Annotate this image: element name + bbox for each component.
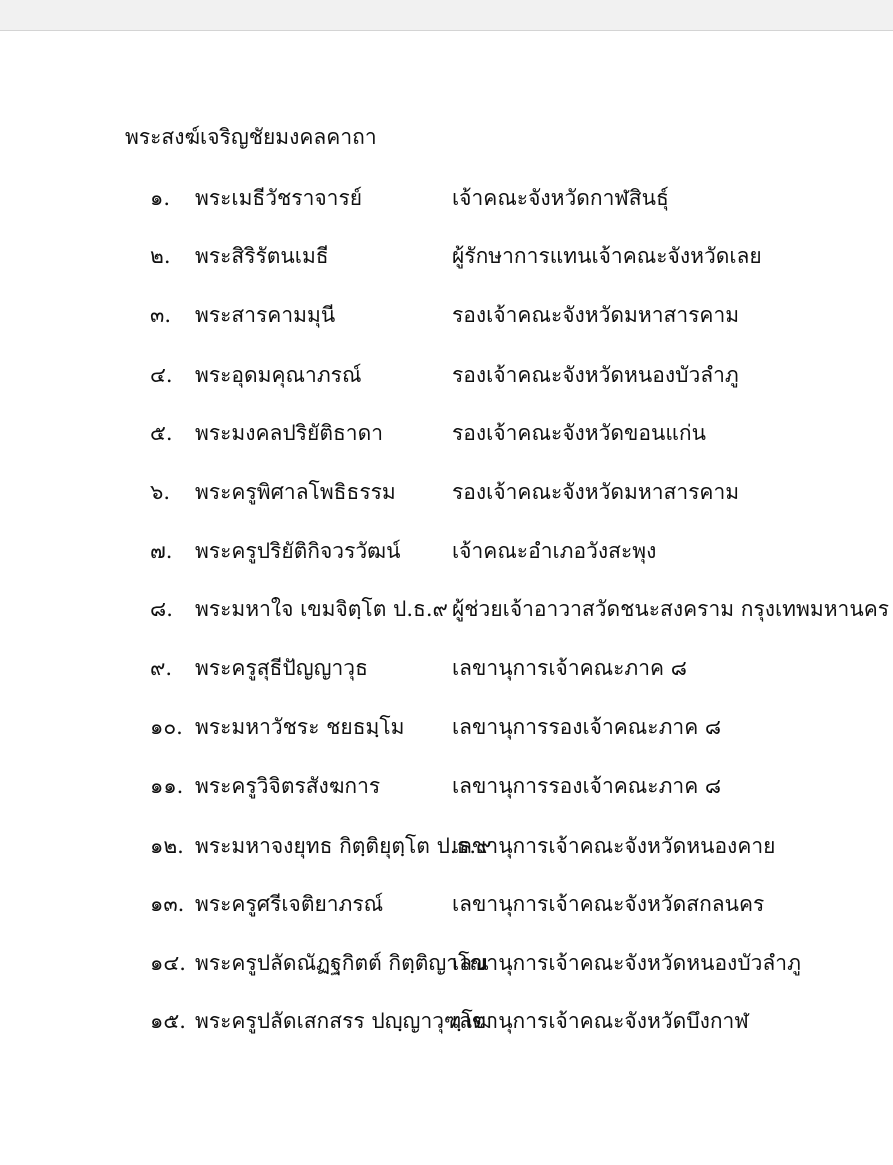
monk-position: รองเจ้าคณะจังหวัดมหาสารคาม [452,303,740,327]
item-number: ๒. [150,244,171,268]
monk-position: เลขานุการเจ้าคณะจังหวัดสกลนคร [452,892,765,916]
monk-name: พระครูศรีเจติยาภรณ์ [195,892,384,916]
list-item [0,531,893,571]
monk-name: พระสิริรัตนเมธี [195,244,329,268]
item-number: ๑. [150,186,171,210]
monk-position: ผู้รักษาการแทนเจ้าคณะจังหวัดเลย [452,244,762,268]
list-item [0,178,893,218]
list-item [0,648,893,688]
item-number: ๑๕. [150,1009,186,1033]
monk-name: พระครูปลัดเสกสรร ปญฺญาวุฑฺโฒ [195,1009,492,1033]
item-number: ๗. [150,539,173,563]
item-number: ๙. [150,656,173,680]
list-item [0,826,893,866]
item-number: ๔. [150,363,173,387]
monk-position: รองเจ้าคณะจังหวัดมหาสารคาม [452,480,740,504]
list-item [0,355,893,395]
monk-position: เจ้าคณะจังหวัดกาฬสินธุ์ [452,186,669,210]
document-title: พระสงฆ์เจริญชัยมงคลคาถา [125,125,377,149]
monk-name: พระมหาใจ เขมจิตฺโต ป.ธ.๙ [195,597,448,621]
list-item [0,236,893,276]
list-item [0,884,893,924]
list-item [0,707,893,747]
monk-position: ผู้ช่วยเจ้าอาวาสวัดชนะสงคราม กรุงเทพมหานคร [452,597,890,621]
list-item [0,1001,893,1041]
monk-name: พระครูสุธีปัญญาวุธ [195,656,368,680]
monk-name: พระครูปริยัติกิจวรวัฒน์ [195,539,401,563]
monk-position: เลขานุการเจ้าคณะจังหวัดบึงกาฬ [452,1009,749,1033]
monk-name: พระครูพิศาลโพธิธรรม [195,480,396,504]
monk-position: เจ้าคณะอำเภอวังสะพุง [452,539,657,563]
list-item [0,472,893,512]
monk-position: รองเจ้าคณะจังหวัดขอนแก่น [452,421,706,445]
item-number: ๑๐. [150,715,183,739]
monk-name: พระสารคามมุนี [195,303,336,327]
item-number: ๑๓. [150,892,185,916]
monk-name: พระมหาจงยุทธ กิตฺติยุตฺโต ป.ธ.๙ [195,834,492,858]
list-item [0,413,893,453]
list-item [0,589,893,629]
monk-name: พระเมธีวัชราจารย์ [195,186,363,210]
item-number: ๖. [150,480,171,504]
monk-position: เลขานุการเจ้าคณะจังหวัดหนองบัวลำภู [452,951,801,975]
monk-position: รองเจ้าคณะจังหวัดหนองบัวลำภู [452,363,739,387]
viewer-top-bar [0,0,893,31]
monk-name: พระอุดมคุณาภรณ์ [195,363,362,387]
item-number: ๕. [150,421,173,445]
monk-name: พระมงคลปริยัติธาดา [195,421,384,445]
item-number: ๑๒. [150,834,184,858]
item-number: ๑๔. [150,951,186,975]
list-item [0,295,893,335]
monk-name: พระครูปลัดณัฏฐกิตต์ กิตฺติญาโณ [195,951,489,975]
list-item [0,766,893,806]
monk-position: เลขานุการเจ้าคณะภาค ๘ [452,656,687,680]
item-number: ๓. [150,303,172,327]
monk-position: เลขานุการรองเจ้าคณะภาค ๘ [452,715,722,739]
item-number: ๑๑. [150,774,184,798]
monk-name: พระครูวิจิตรสังฆการ [195,774,381,798]
monk-position: เลขานุการเจ้าคณะจังหวัดหนองคาย [452,834,776,858]
monk-name: พระมหาวัชระ ชยธมฺโม [195,715,405,739]
list-item [0,943,893,983]
item-number: ๘. [150,597,173,621]
monk-position: เลขานุการรองเจ้าคณะภาค ๘ [452,774,722,798]
